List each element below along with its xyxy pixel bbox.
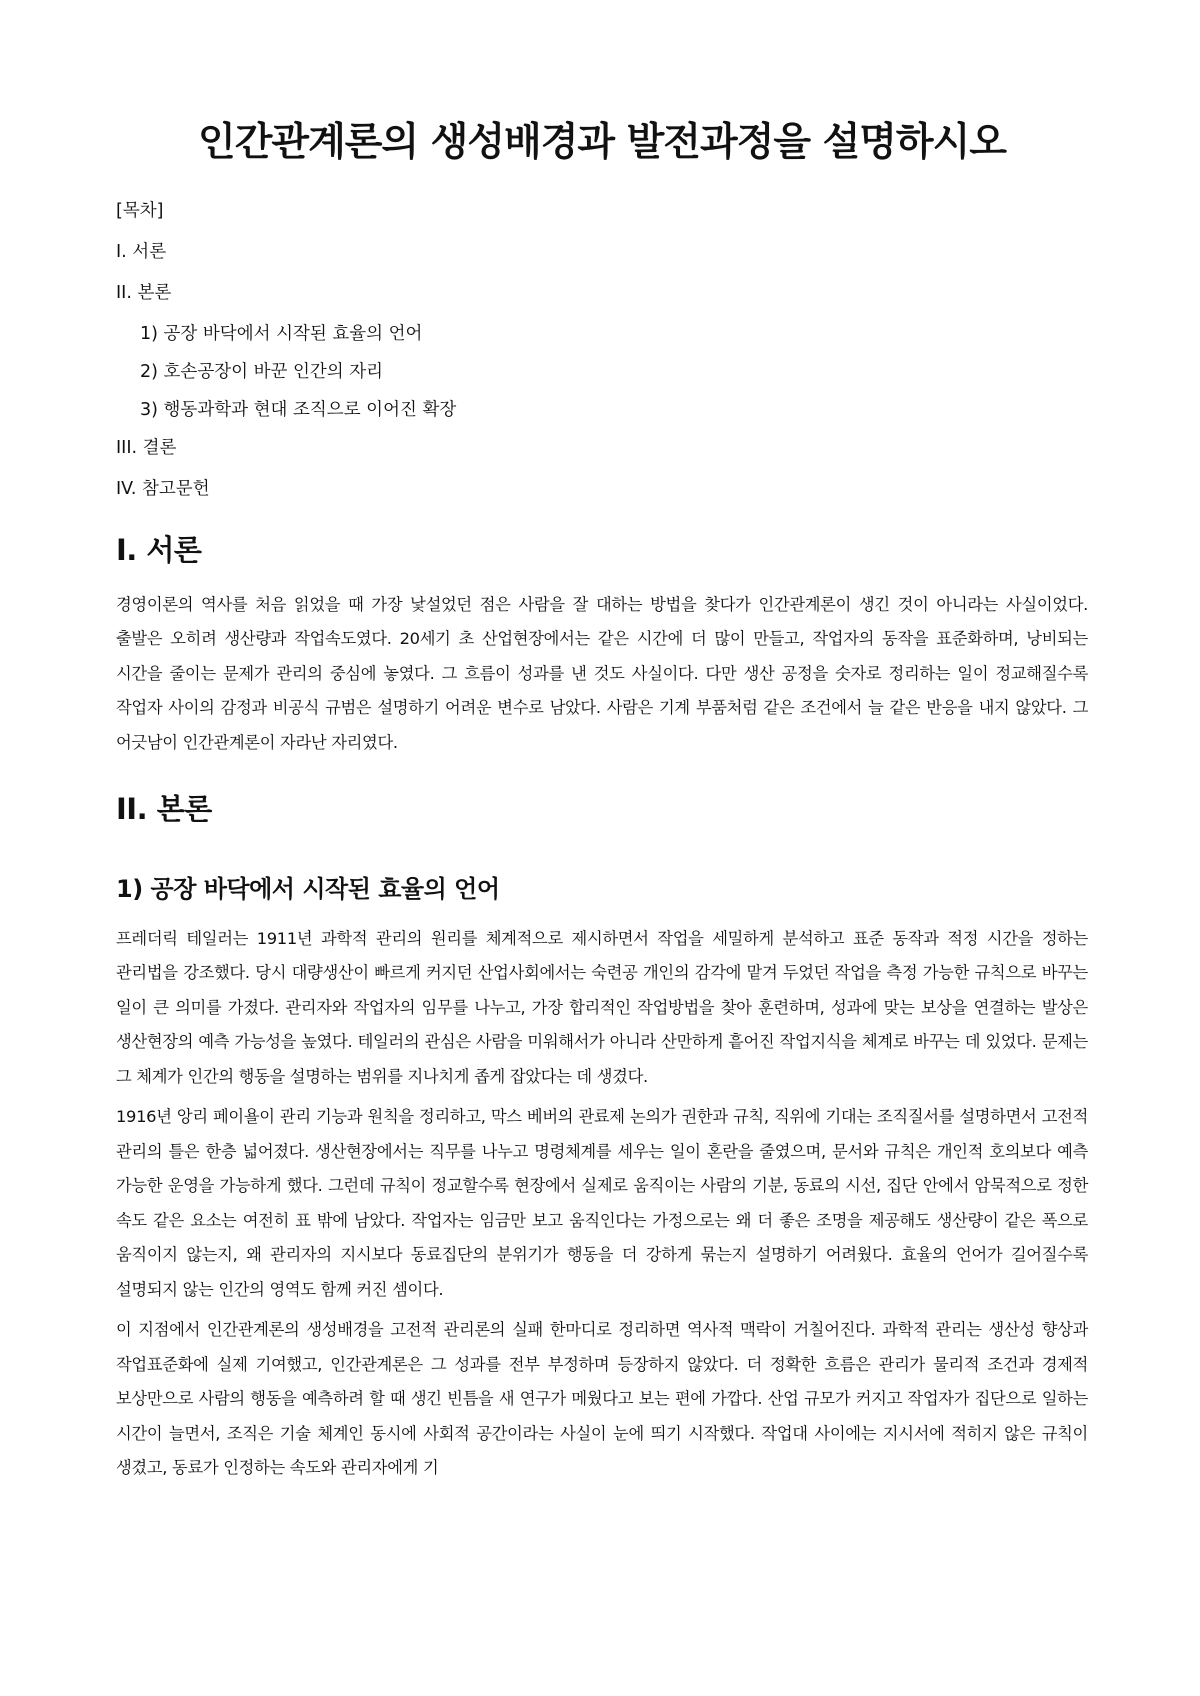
toc-item-body-1: 1) 공장 바닥에서 시작된 효율의 언어 xyxy=(140,323,423,344)
body-paragraph: 1916년 앙리 페이욜이 관리 기능과 원칙을 정리하고, 막스 베버의 관료제 논의가 권한과 규칙, 직위에 기대는 조직질서를 설명하면서 고전적 관리의 틀은 한층 넓어졌다. 생산현장에서는 직무를 나누고 명령체계를 세우는 일이 혼란을 줄였으며, 문서와 규칙은 개인적 호의보다 예측 가능한 운영을 가능하게 했다. 그런데 규칙이 정교할수록 현장에서 실제로 움직이는 사람의 기분, 동료의 시선, 집단 안에서 암묵적으로 정한 속도 같은 요소는 여전히 표 밖에 남았다. 작업자는 임금만 보고 움직인다는 가정으로는 왜 더 좋은 조명을 제공해도 생산량이 같은 폭으로 움직이지 않는지, 왜 관리자의 지시보다 동료집단의 분위기가 행동을 더 강하게 묶는지 설명하기 어려웠다. 효율의 언어가 길어질수록 설명되지 않는 인간의 영역도 함께 커진 셈이다. xyxy=(116,1107,1088,1299)
toc-item-intro: I. 서론 xyxy=(116,241,167,262)
section-heading-body: II. 본론 xyxy=(116,792,212,827)
toc-item-body-3: 3) 행동과학과 현대 조직으로 이어진 확장 xyxy=(140,399,457,420)
intro-paragraph: 경영이론의 역사를 처음 읽었을 때 가장 낯설었던 점은 사람을 잘 대하는 방법을 찾다가 인간관계론이 생긴 것이 아니라는 사실이었다. 출발은 오히려 생산량과 작업속도였다. 20세기 초 산업현장에서는 같은 시간에 더 많이 만들고, 작업자의 동작을 표준화하며, 낭비되는 시간을 줄이는 문제가 관리의 중심에 놓였다. 그 흐름이 성과를 낸 것도 사실이다. 다만 생산 공정을 숫자로 정리하는 일이 정교해질수록 작업자 사이의 감정과 비공식 규범은 설명하기 어려운 변수로 남았다. 사람은 기계 부품처럼 같은 조건에서 늘 같은 반응을 내지 않았다. 그 어긋남이 인간관계론이 자라난 자리였다. xyxy=(116,594,1088,752)
toc-heading: [목차] xyxy=(116,200,164,221)
table-of-contents xyxy=(116,199,1088,501)
body-paragraph: 프레더릭 테일러는 1911년 과학적 관리의 원리를 체계적으로 제시하면서 작업을 세밀하게 분석하고 표준 동작과 적정 시간을 정하는 관리법을 강조했다. 당시 대량생산이 빠르게 커지던 산업사회에서는 숙련공 개인의 감각에 맡겨 두었던 작업을 측정 가능한 규칙으로 바꾸는 일이 큰 의미를 가졌다. 관리자와 작업자의 임무를 나누고, 가장 합리적인 작업방법을 찾아 훈련하며, 성과에 맞는 보상을 연결하는 발상은 생산현장의 예측 가능성을 높였다. 테일러의 관심은 사람을 미워해서가 아니라 산만하게 흩어진 작업지식을 체계로 바꾸는 데 있었다. 문제는 그 체계가 인간의 행동을 설명하는 범위를 지나치게 좁게 잡았다는 데 생겼다. xyxy=(116,928,1088,1086)
body-paragraph: 이 지점에서 인간관계론의 생성배경을 고전적 관리론의 실패 한마디로 정리하면 역사적 맥락이 거칠어진다. 과학적 관리는 생산성 향상과 작업표준화에 실제 기여했고, 인간관계론은 그 성과를 전부 부정하며 등장하지 않았다. 더 정확한 흐름은 관리가 물리적 조건과 경제적 보상만으로 사람의 행동을 예측하려 할 때 생긴 빈틈을 새 연구가 메웠다고 보는 편에 가깝다. 산업 규모가 커지고 작업자가 집단으로 일하는 시간이 늘면서, 조직은 기술 체계인 동시에 사회적 공간이라는 사실이 눈에 띄기 시작했다. 작업대 사이에는 지시서에 적히지 않은 규칙이 생겼고, 동료가 인정하는 속도와 관리자에게 기 xyxy=(116,1320,1088,1478)
document-title: 인간관계론의 생성배경과 발전과정을 설명하시오 xyxy=(198,120,1006,165)
toc-item-body-2: 2) 호손공장이 바꾼 인간의 자리 xyxy=(140,361,384,382)
toc-item-conclusion: III. 결론 xyxy=(116,437,177,458)
toc-item-body: II. 본론 xyxy=(116,282,172,303)
toc-item-references: IV. 참고문헌 xyxy=(116,478,210,499)
section-heading-intro: I. 서론 xyxy=(116,532,202,567)
subsection-heading-1: 1) 공장 바닥에서 시작된 효율의 언어 xyxy=(116,875,500,904)
